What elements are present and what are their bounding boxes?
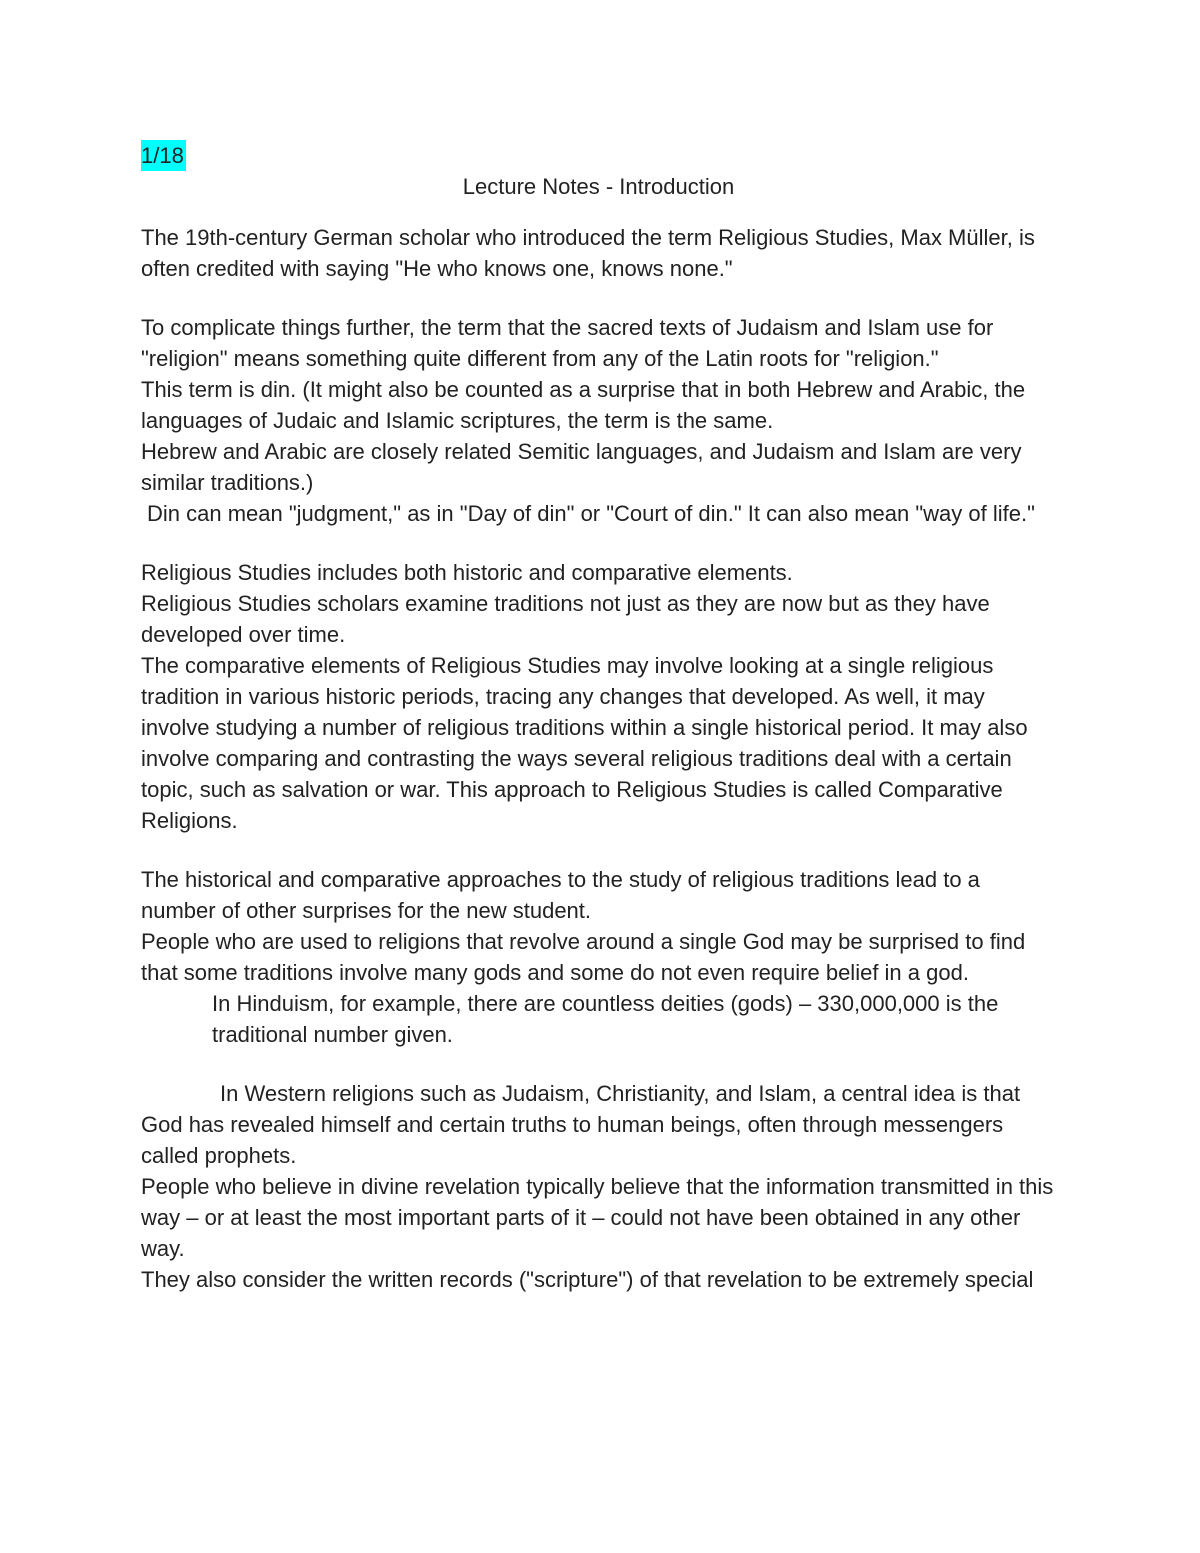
document-page: [141, 140, 1056, 1295]
paragraph-western: [141, 1078, 1056, 1171]
paragraph-muller: The 19th-century German scholar who introduced the term Religious Studies, Max Müller, is often credited with saying "He who knows one, knows none.": [141, 225, 1035, 281]
paragraph-comparative: The comparative elements of Religious Studies may involve looking at a single religious tradition in various historic periods, tracing any changes that developed. As well, it may involve studying a number of religious traditions within a single historical period. It may also involve comparing and contrasting the ways several religious traditions deal with a certain topic, such as salvation or war. This approach to Religious Studies is called Comparative Religions.: [141, 653, 1028, 833]
paragraph-western-text: In Western religions such as Judaism, Christianity, and Islam, a central idea is that God has revealed himself and certain truths to human beings, often through messengers called prophets.: [141, 1081, 1021, 1168]
date-line: [141, 140, 1056, 171]
paragraph-scripture: They also consider the written records ("scripture") of that revelation to be extremely special: [141, 1267, 1034, 1292]
page-title: Lecture Notes - Introduction: [462, 174, 735, 199]
paragraph-approaches: The historical and comparative approaches to the study of religious traditions lead to a number of other surprises for the new student.: [141, 867, 980, 923]
paragraph-din-term: This term is din. (It might also be counted as a surprise that in both Hebrew and Arabic, the languages of Judaic and Islamic scriptures, the term is the same.: [141, 377, 1026, 433]
paragraph-single-god: People who are used to religions that revolve around a single God may be surprised to find that some traditions involve many gods and some do not even require belief in a god.: [141, 929, 1026, 985]
paragraph-semitic: Hebrew and Arabic are closely related Semitic languages, and Judaism and Islam are very similar traditions.): [141, 439, 1022, 495]
paragraph-elements: Religious Studies includes both historic and comparative elements.: [141, 560, 793, 585]
paragraph-din-meaning: Din can mean "judgment," as in "Day of din" or "Court of din." It can also mean "way of life.": [147, 501, 1035, 526]
date-highlight: 1/18: [141, 140, 186, 171]
paragraph-scholars: Religious Studies scholars examine traditions not just as they are now but as they have developed over time.: [141, 591, 990, 647]
paragraph-complicate: To complicate things further, the term that the sacred texts of Judaism and Islam use for "religion" means something quite different from any of the Latin roots for "religion.": [141, 315, 994, 371]
paragraph-revelation: People who believe in divine revelation typically believe that the information transmitted in this way – or at least the most important parts of it – could not have been obtained in any other way.: [141, 1174, 1054, 1261]
paragraph-hinduism: In Hinduism, for example, there are countless deities (gods) – 330,000,000 is the traditional number given.: [212, 991, 999, 1047]
